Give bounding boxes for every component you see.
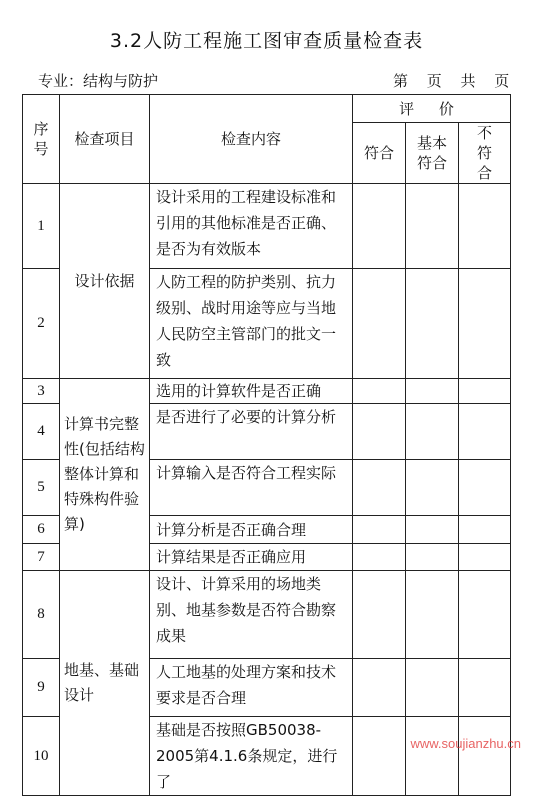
check-content: 设计采用的工程建设标准和引用的其他标准是否正确、是否为有效版本 (150, 184, 353, 269)
table-row (23, 571, 511, 659)
cell-conform[interactable] (353, 516, 406, 544)
cell-basic-conform[interactable] (406, 544, 459, 571)
header-item: 检查项目 (60, 95, 150, 184)
check-item: 设计依据 (60, 184, 150, 379)
check-content: 计算输入是否符合工程实际 (150, 460, 353, 516)
check-item: 地基、基础设计 (60, 571, 150, 796)
cell-not-conform[interactable] (459, 184, 511, 269)
check-content: 人工地基的处理方案和技术要求是否合理 (150, 659, 353, 717)
cell-not-conform[interactable] (459, 460, 511, 516)
watermark: www.soujianzhu.cn (410, 736, 521, 751)
header-seq: 序号 (23, 95, 60, 184)
cell-basic-conform[interactable] (406, 184, 459, 269)
cell-conform[interactable] (353, 717, 406, 796)
cell-basic-conform[interactable] (406, 379, 459, 404)
page-info: 第 页 共 页 (393, 72, 510, 90)
inspection-table (22, 94, 511, 796)
check-content: 计算分析是否正确合理 (150, 516, 353, 544)
cell-conform[interactable] (353, 571, 406, 659)
cell-conform[interactable] (353, 460, 406, 516)
check-content: 选用的计算软件是否正确 (150, 379, 353, 404)
check-content: 计算结果是否正确应用 (150, 544, 353, 571)
header-content: 检查内容 (150, 95, 353, 184)
cell-conform[interactable] (353, 659, 406, 717)
cell-conform[interactable] (353, 184, 406, 269)
cell-conform[interactable] (353, 404, 406, 460)
check-item: 计算书完整性(包括结构整体计算和特殊构件验算) (60, 379, 150, 571)
row-number: 8 (23, 571, 60, 659)
cell-basic-conform[interactable] (406, 269, 459, 379)
row-number: 2 (23, 269, 60, 379)
row-number: 4 (23, 404, 60, 460)
page-title: 3.2人防工程施工图审查质量检查表 (109, 30, 424, 52)
cell-not-conform[interactable] (459, 717, 511, 796)
check-content: 基础是否按照GB50038-2005第4.1.6条规定，进行了 (150, 717, 353, 796)
row-number: 9 (23, 659, 60, 717)
cell-basic-conform[interactable] (406, 717, 459, 796)
cell-basic-conform[interactable] (406, 516, 459, 544)
cell-not-conform[interactable] (459, 544, 511, 571)
row-number: 10 (23, 717, 60, 796)
cell-basic-conform[interactable] (406, 659, 459, 717)
header-not-conform: 不符合 (459, 123, 511, 184)
table-row (23, 184, 511, 269)
cell-not-conform[interactable] (459, 571, 511, 659)
cell-basic-conform[interactable] (406, 404, 459, 460)
cell-not-conform[interactable] (459, 659, 511, 717)
cell-not-conform[interactable] (459, 516, 511, 544)
cell-conform[interactable] (353, 379, 406, 404)
cell-conform[interactable] (353, 544, 406, 571)
cell-basic-conform[interactable] (406, 460, 459, 516)
row-number: 5 (23, 460, 60, 516)
row-number: 1 (23, 184, 60, 269)
row-number: 3 (23, 379, 60, 404)
check-content: 人防工程的防护类别、抗力级别、战时用途等应与当地人民防空主管部门的批文一致 (150, 269, 353, 379)
cell-not-conform[interactable] (459, 269, 511, 379)
table-row (23, 379, 511, 404)
header-basic-conform: 基本符合 (406, 123, 459, 184)
cell-conform[interactable] (353, 269, 406, 379)
row-number: 7 (23, 544, 60, 571)
major-label: 专业：结构与防护 (38, 72, 159, 90)
header-evaluation: 评 价 (353, 95, 511, 123)
header-conform: 符合 (353, 123, 406, 184)
check-content: 是否进行了必要的计算分析 (150, 404, 353, 460)
row-number: 6 (23, 516, 60, 544)
check-content: 设计、计算采用的场地类别、地基参数是否符合勘察成果 (150, 571, 353, 659)
cell-not-conform[interactable] (459, 404, 511, 460)
cell-basic-conform[interactable] (406, 571, 459, 659)
cell-not-conform[interactable] (459, 379, 511, 404)
